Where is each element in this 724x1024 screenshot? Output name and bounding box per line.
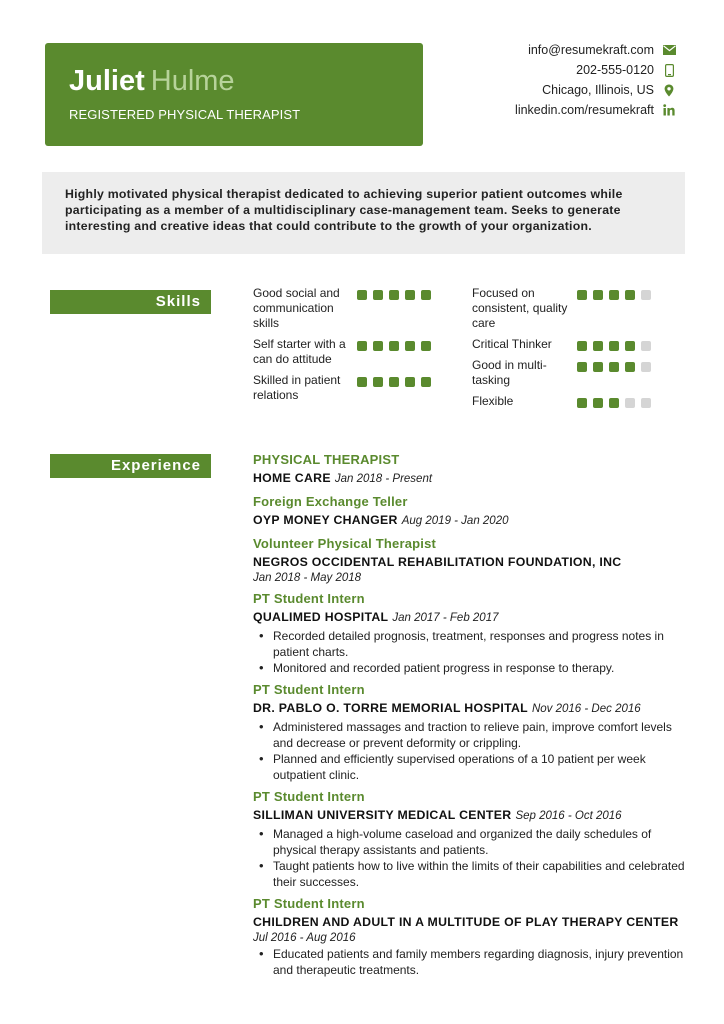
name-header bbox=[45, 43, 423, 146]
rating-square-filled bbox=[609, 398, 619, 408]
rating-square-filled bbox=[421, 290, 431, 300]
job-dates: Jul 2016 - Aug 2016 bbox=[253, 932, 356, 944]
skill-rating bbox=[357, 290, 431, 300]
contact-email[interactable] bbox=[446, 40, 676, 60]
rating-square-filled bbox=[577, 398, 587, 408]
contact-location bbox=[446, 80, 676, 100]
job-role: PT Student Intern bbox=[253, 896, 365, 911]
rating-square-filled bbox=[593, 362, 603, 372]
job-entry bbox=[253, 536, 685, 585]
bullet-item: • Taught patients how to live within the limits of their capabilities and celebrated their successes. bbox=[253, 858, 685, 890]
job-dates: Sep 2016 - Oct 2016 bbox=[515, 810, 622, 822]
job-role: Foreign Exchange Teller bbox=[253, 494, 408, 509]
contact-phone[interactable] bbox=[446, 60, 676, 80]
rating-square-empty bbox=[641, 398, 651, 408]
rating-square-empty bbox=[641, 290, 651, 300]
first-name: Juliet bbox=[69, 65, 145, 97]
linkedin-icon bbox=[662, 103, 676, 117]
rating-square-filled bbox=[357, 377, 367, 387]
job-entry bbox=[253, 896, 685, 978]
bullet-item: • Managed a high-volume caseload and organized the daily schedules of physical therapy assistants and patients. bbox=[253, 826, 685, 858]
rating-square-filled bbox=[593, 341, 603, 351]
job-dates: Jan 2017 - Feb 2017 bbox=[392, 612, 499, 624]
job-org bbox=[253, 700, 685, 718]
rating-square-filled bbox=[373, 377, 383, 387]
skill-label: Focused on consistent, quality care bbox=[472, 286, 568, 330]
skill-item bbox=[253, 286, 357, 331]
bullet-item: • Administered massages and traction to relieve pain, improve comfort levels and decrease or prevent deformity or crippling. bbox=[253, 719, 685, 751]
job-role: PT Student Intern bbox=[253, 682, 365, 697]
last-name: Hulme bbox=[150, 65, 235, 97]
job-role: Volunteer Physical Therapist bbox=[253, 536, 437, 551]
job-org bbox=[253, 609, 685, 627]
skills-heading: Skills bbox=[50, 290, 211, 314]
experience-heading: Experience bbox=[50, 454, 211, 478]
job-org: CHILDREN AND ADULT IN A MULTITUDE OF PLAY THERAPY CENTER bbox=[253, 915, 679, 929]
rating-square-filled bbox=[389, 377, 399, 387]
rating-square-filled bbox=[373, 341, 383, 351]
rating-square-filled bbox=[373, 290, 383, 300]
skill-rating bbox=[577, 362, 651, 372]
rating-square-filled bbox=[577, 341, 587, 351]
skill-label: Skilled in patient relations bbox=[253, 373, 341, 402]
rating-square-filled bbox=[421, 377, 431, 387]
skill-item bbox=[472, 358, 576, 388]
skill-label: Self starter with a can do attitude bbox=[253, 337, 346, 366]
candidate-name bbox=[69, 64, 235, 98]
rating-square-empty bbox=[641, 341, 651, 351]
linkedin-text[interactable]: linkedin.com/resumekraft bbox=[515, 103, 654, 117]
job-entry bbox=[253, 591, 685, 676]
rating-square-filled bbox=[593, 290, 603, 300]
org-name: SILLIMAN UNIVERSITY MEDICAL CENTER bbox=[253, 808, 512, 822]
skill-label: Critical Thinker bbox=[472, 337, 552, 351]
skill-item bbox=[472, 394, 576, 409]
skill-rating bbox=[577, 341, 651, 351]
rating-square-filled bbox=[609, 362, 619, 372]
rating-square-filled bbox=[609, 341, 619, 351]
rating-square-filled bbox=[405, 341, 415, 351]
org-name: HOME CARE bbox=[253, 471, 331, 485]
rating-square-filled bbox=[625, 290, 635, 300]
job-bullets bbox=[253, 719, 685, 783]
job-org: NEGROS OCCIDENTAL REHABILITATION FOUNDATION, INC bbox=[253, 555, 622, 569]
skill-rating bbox=[357, 377, 431, 387]
job-bullets bbox=[253, 628, 685, 676]
org-name: DR. PABLO O. TORRE MEMORIAL HOSPITAL bbox=[253, 701, 528, 715]
rating-square-filled bbox=[609, 290, 619, 300]
phone-text[interactable]: 202-555-0120 bbox=[576, 63, 654, 77]
rating-square-empty bbox=[625, 398, 635, 408]
job-org bbox=[253, 512, 685, 530]
rating-square-filled bbox=[405, 290, 415, 300]
rating-square-filled bbox=[357, 341, 367, 351]
job-entry bbox=[253, 452, 685, 488]
skill-label: Good social and communication skills bbox=[253, 286, 340, 330]
rating-square-filled bbox=[625, 341, 635, 351]
skill-rating bbox=[357, 341, 431, 351]
bullet-item: • Recorded detailed prognosis, treatment, responses and progress notes in patient charts. bbox=[253, 628, 685, 660]
skill-label: Flexible bbox=[472, 394, 514, 408]
job-title: REGISTERED PHYSICAL THERAPIST bbox=[69, 107, 301, 122]
job-role: PT Student Intern bbox=[253, 789, 365, 804]
rating-square-filled bbox=[389, 290, 399, 300]
rating-square-filled bbox=[357, 290, 367, 300]
rating-square-filled bbox=[577, 290, 587, 300]
skill-item bbox=[253, 337, 357, 367]
job-bullets bbox=[253, 946, 685, 978]
bullet-item: • Planned and efficiently supervised operations of a 10 patient per week outpatient clinic. bbox=[253, 751, 685, 783]
job-role: PHYSICAL THERAPIST bbox=[253, 452, 400, 467]
contact-info bbox=[446, 40, 676, 120]
rating-square-filled bbox=[625, 362, 635, 372]
location-text: Chicago, Illinois, US bbox=[542, 83, 654, 97]
experience-list bbox=[253, 452, 685, 984]
job-org bbox=[253, 470, 685, 488]
rating-square-filled bbox=[389, 341, 399, 351]
job-dates: Nov 2016 - Dec 2016 bbox=[531, 703, 641, 715]
job-dates: Jan 2018 - May 2018 bbox=[253, 572, 362, 584]
rating-square-empty bbox=[641, 362, 651, 372]
rating-square-filled bbox=[405, 377, 415, 387]
job-entry bbox=[253, 789, 685, 890]
skill-rating bbox=[577, 290, 651, 300]
rating-square-filled bbox=[593, 398, 603, 408]
skill-item bbox=[472, 286, 576, 331]
skill-item bbox=[253, 373, 357, 403]
org-name: QUALIMED HOSPITAL bbox=[253, 610, 389, 624]
job-dates: Jan 2018 - Present bbox=[334, 473, 433, 485]
email-icon bbox=[662, 43, 676, 57]
org-name: OYP MONEY CHANGER bbox=[253, 513, 398, 527]
bullet-item: • Educated patients and family members regarding diagnosis, injury prevention and therapeutic treatments. bbox=[253, 946, 685, 978]
job-entry bbox=[253, 682, 685, 783]
skill-rating bbox=[577, 398, 651, 408]
job-bullets bbox=[253, 826, 685, 890]
job-role: PT Student Intern bbox=[253, 591, 365, 606]
rating-square-filled bbox=[577, 362, 587, 372]
job-dates: Aug 2019 - Jan 2020 bbox=[401, 515, 509, 527]
contact-linkedin[interactable] bbox=[446, 100, 676, 120]
phone-icon bbox=[662, 63, 676, 77]
job-entry bbox=[253, 494, 685, 530]
profile-summary: Highly motivated physical therapist dedicated to achieving superior patient outcomes while participating as a member of a multidisciplinary case-management team. Seeks to generate interesting and creative ideas that could contribute to the growth of your organization. bbox=[42, 172, 685, 254]
email-text[interactable]: info@resumekraft.com bbox=[528, 43, 654, 57]
location-icon bbox=[662, 83, 676, 97]
bullet-item: • Monitored and recorded patient progress in response to therapy. bbox=[253, 660, 685, 676]
skill-item bbox=[472, 337, 576, 352]
job-org bbox=[253, 807, 685, 825]
skill-label: Good in multi-tasking bbox=[472, 358, 547, 387]
rating-square-filled bbox=[421, 341, 431, 351]
